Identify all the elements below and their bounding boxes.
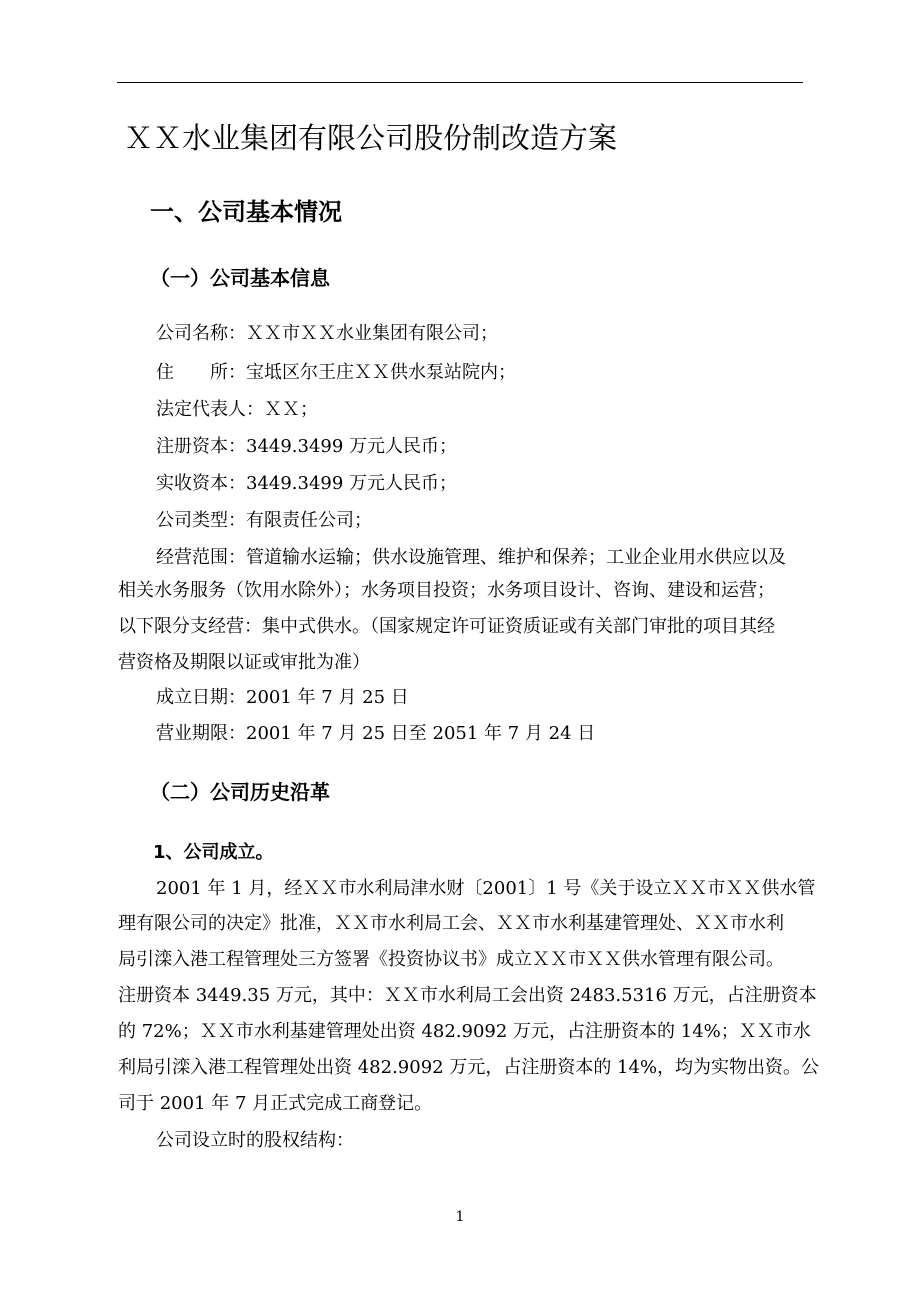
history-paragraph-line: 局引滦入港工程管理处三方签署《投资协议书》成立ＸＸ市ＸＸ供水管理有限公司。 <box>118 949 784 970</box>
history-paragraph-line: 理有限公司的决定》批准，ＸＸ市水利局工会、ＸＸ市水利基建管理处、ＸＸ市水利 <box>118 913 784 934</box>
page-number: 1 <box>455 1209 465 1225</box>
section-heading-company-overview: 一、公司基本情况 <box>150 198 342 226</box>
info-company-name: 公司名称：ＸＸ市ＸＸ水业集团有限公司； <box>156 323 498 344</box>
history-paragraph-line: 2001 年 1 月，经ＸＸ市水利局津水财〔2001〕1 号《关于设立ＸＸ市ＸＸ供水管 <box>156 878 816 899</box>
info-business-scope-line: 营资格及期限以证或审批为准） <box>118 652 370 673</box>
subsection-heading-basic-info: （一）公司基本信息 <box>150 266 330 290</box>
history-paragraph-line: 的 72%；ＸＸ市水利基建管理处出资 482.9092 万元，占注册资本的 14%；ＸＸ市水 <box>118 1021 811 1042</box>
history-paragraph-line: 注册资本 3449.35 万元，其中：ＸＸ市水利局工会出资 2483.5316 万元，占注册资本 <box>118 985 817 1006</box>
info-business-scope-line: 相关水务服务（饮用水除外）；水务项目投资；水务项目设计、咨询、建设和运营； <box>118 580 775 601</box>
info-company-type: 公司类型：有限责任公司； <box>156 510 372 531</box>
info-legal-representative: 法定代表人：ＸＸ； <box>156 399 318 420</box>
info-business-scope-line: 经营范围：管道输水运输；供水设施管理、维护和保养；工业企业用水供应以及 <box>156 547 786 568</box>
info-business-term: 营业期限：2001 年 7 月 25 日至 2051 年 7 月 24 日 <box>156 723 596 744</box>
subsection-heading-history: （二）公司历史沿革 <box>150 780 330 804</box>
equity-structure-intro: 公司设立时的股权结构： <box>156 1130 354 1151</box>
item-heading-establishment: 1、公司成立。 <box>153 842 274 863</box>
header-rule <box>117 82 803 83</box>
history-paragraph-line: 利局引滦入港工程管理处出资 482.9092 万元，占注册资本的 14%，均为实物出资。公 <box>118 1057 820 1078</box>
info-registered-capital: 注册资本：3449.3499 万元人民币； <box>156 436 458 457</box>
history-paragraph-line: 司于 2001 年 7 月正式完成工商登记。 <box>118 1093 433 1114</box>
info-address: 住 所：宝坻区尔王庄ＸＸ供水泵站院内； <box>156 362 516 383</box>
document-title: ＸＸ水业集团有限公司股份制改造方案 <box>124 121 618 155</box>
info-paid-in-capital: 实收资本：3449.3499 万元人民币； <box>156 473 458 494</box>
info-business-scope-line: 以下限分支经营：集中式供水。（国家规定许可证资质证或有关部门审批的项目其经 <box>118 616 775 637</box>
info-established-date: 成立日期：2001 年 7 月 25 日 <box>156 687 409 708</box>
